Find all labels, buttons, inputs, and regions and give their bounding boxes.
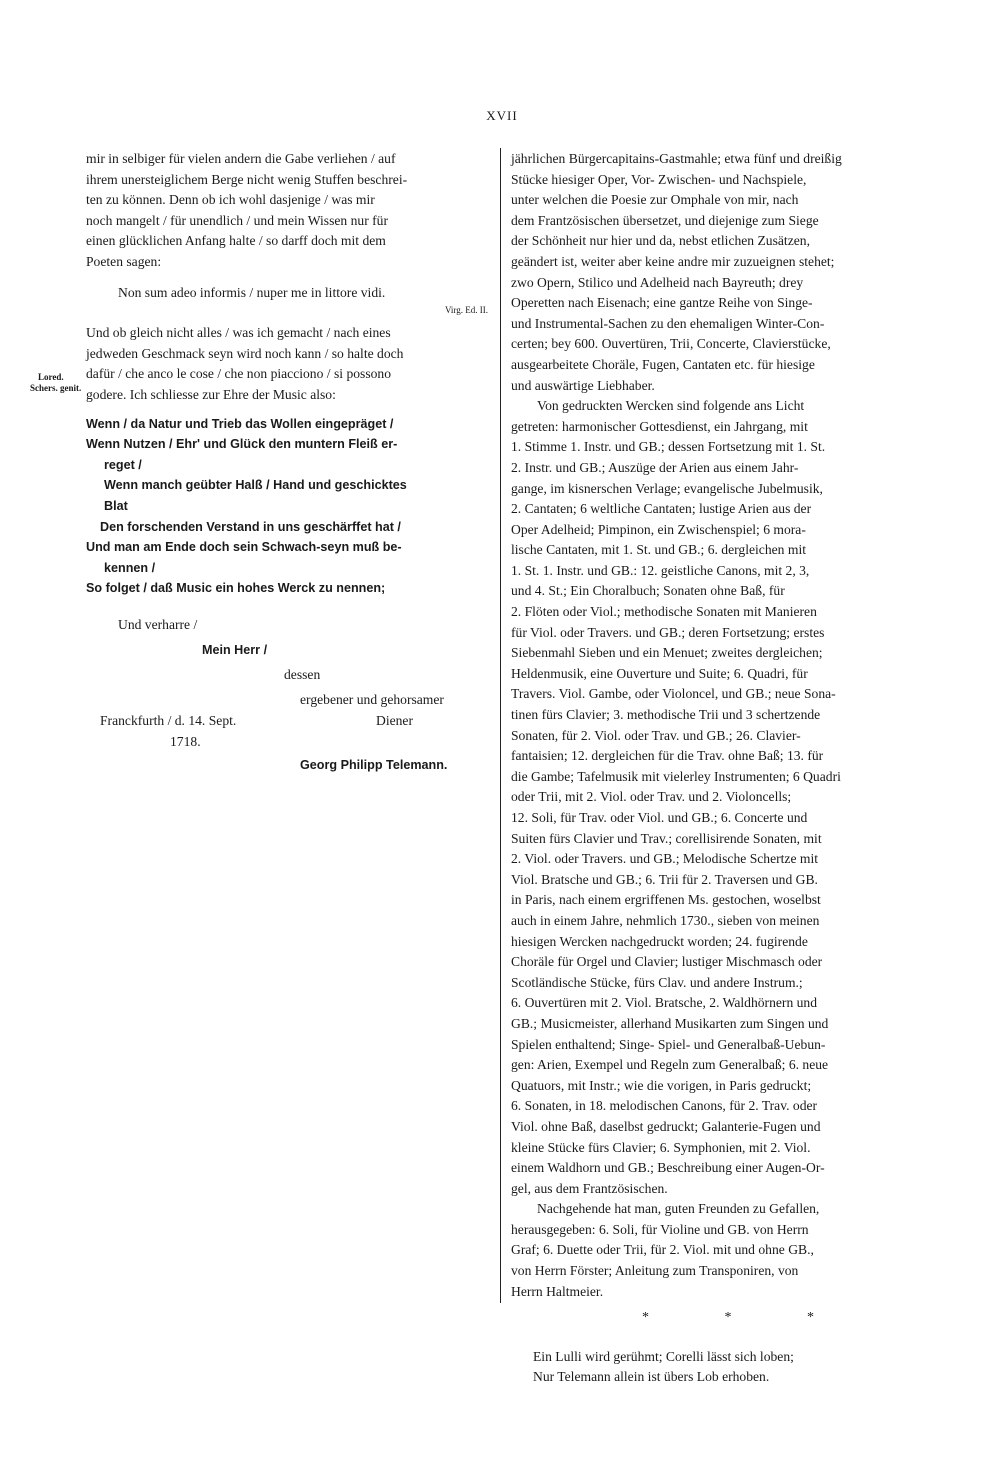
text-line: 2. Flöten oder Viol.; methodische Sonaten mit Manieren xyxy=(511,604,817,620)
epigram-line: Nur Telemann allein ist übers Lob erhoben. xyxy=(533,1369,770,1385)
text-line: einem Waldhorn und GB.; Beschreibung einer Augen-Or- xyxy=(511,1160,825,1176)
text-line: Herrn Haltmeier. xyxy=(511,1283,604,1299)
text-line: Heldenmusik, eine Ouverture und Suite; 6. Quadri, für xyxy=(511,665,808,681)
text-line: dafür / che anco le cose / che non piacciono / si possono xyxy=(86,366,392,382)
poem xyxy=(86,414,492,599)
text-line: GB.; Musicmeister, allerhand Musikarten zum Singen und xyxy=(511,1015,829,1031)
closing-ergebener: ergebener und gehorsamer xyxy=(300,691,444,707)
text-line: Spielen enthaltend; Singe- Spiel- und Generalbaß-Uebun- xyxy=(511,1036,826,1052)
text-line: für Viol. oder Travers. und GB.; deren Fortsetzung; erstes xyxy=(511,624,825,640)
signature: Georg Philipp Telemann. xyxy=(300,757,448,772)
text-line: von Herrn Förster; Anleitung zum Transponiren, von xyxy=(511,1263,799,1279)
text-line: die Gambe; Tafelmusik mit vielerley Instrumenten; 6 Quadri xyxy=(511,768,841,784)
text-line: Quatuors, mit Instr.; wie die vorigen, in Paris gedruckt; xyxy=(511,1077,812,1093)
poem-line: Blat xyxy=(104,498,128,513)
epigram xyxy=(511,1347,921,1388)
text-line: kleine Stücke fürs Clavier; 6. Symphonien, mit 2. Viol. xyxy=(511,1139,811,1155)
text-line: Viol. Bratsche und GB.; 6. Trii für 2. Traversen und GB. xyxy=(511,871,818,887)
closing-year: 1718. xyxy=(170,733,201,749)
text-line: 6. Ouvertüren mit 2. Viol. Bratsche, 2. Waldhörnern und xyxy=(511,995,818,1011)
works-paragraph xyxy=(511,149,921,396)
text-line: godere. Ich schliesse zur Ehre der Music also: xyxy=(86,386,336,402)
text-line: geändert ist, weiter aber keine andre mir zuzueignen stehet; xyxy=(511,253,835,269)
text-line: 1. St. 1. Instr. und GB.: 12. geistliche Canons, mit 2, 3, xyxy=(511,562,810,578)
text-line: 6. Sonaten, in 18. melodischen Canons, für 2. Trav. oder xyxy=(511,1098,818,1114)
text-line: und 4. St.; Ein Choralbuch; Sonaten ohne Baß, für xyxy=(511,583,785,599)
margin-note-line: Schers. genit. xyxy=(30,383,82,393)
margin-note xyxy=(30,372,81,394)
text-line: auch in einem Jahre, nehmlich 1730., sieben von meinen xyxy=(511,912,820,928)
closing-dessen: dessen xyxy=(284,666,321,682)
text-line: Und ob gleich nicht alles / was ich gemacht / nach eines xyxy=(86,325,391,341)
page-number: XVII xyxy=(486,108,518,123)
text-line: dem Frantzösischen übersetzet, und diejenige zum Siege xyxy=(511,212,819,228)
text-line: jedweden Geschmack seyn wird noch kann / so halte doch xyxy=(86,345,404,361)
poem-line: kennen / xyxy=(104,560,156,575)
text-line: ihrem unersteiglichem Berge nicht wenig Stuffen beschrei- xyxy=(86,171,408,187)
printed-works-paragraph xyxy=(511,396,921,1199)
text-line: getreten: harmonischer Gottesdienst, ein Jahrgang, mit xyxy=(511,418,808,434)
text-line: gen: Arien, Exempel und Regeln zum Generalbaß; 6. neue xyxy=(511,1057,829,1073)
text-line: oder Trii, mit 2. Viol. oder Trav. und 2. Violoncells; xyxy=(511,789,792,805)
text-line: Operetten nach Eisenach; eine gantze Reihe von Singe- xyxy=(511,295,813,311)
text-line: 12. Soli, für Trav. oder Viol. und GB.; 6. Concerte und xyxy=(511,810,808,825)
text-line: Stücke hiesiger Oper, Vor- Zwischen- und Nachspiele, xyxy=(511,171,807,187)
poem-line: Wenn manch geübter Halß / Hand und geschicktes xyxy=(104,478,407,493)
text-line: 2. Viol. oder Travers. und GB.; Melodische Schertze mit xyxy=(511,851,819,867)
closing-salutation: Mein Herr / xyxy=(202,642,268,657)
text-line: 1. Stimme 1. Instr. und GB.; dessen Fortsetzung mit 1. St. xyxy=(511,439,826,455)
closing-verharre: Und verharre / xyxy=(118,616,198,632)
text-line: Poeten sagen: xyxy=(86,253,162,269)
latin-quote: Non sum adeo informis / nuper me in littore vidi. xyxy=(118,284,386,300)
text-line: Scotländische Stücke, fürs Clav. und andere Instrum.; xyxy=(511,974,803,990)
text-line: Choräle für Orgel und Clavier; lustiger Mischmasch oder xyxy=(511,954,823,970)
text-line: 2. Instr. und GB.; Auszüge der Arien aus einem Jahr- xyxy=(511,459,799,475)
poem-line: Den forschenden Verstand in uns geschärffet hat / xyxy=(100,519,401,534)
text-line: in Paris, nach einem ergriffenen Ms. gestochen, woselbst xyxy=(511,892,821,908)
text-line: ausgearbeitete Choräle, Fugen, Cantaten etc. für hiesige xyxy=(511,356,815,372)
text-line: Sonaten, für 2. Viol. oder Trav. und GB.; 26. Clavier- xyxy=(511,727,801,743)
poem-line: Wenn Nutzen / Ehr' und Glück den muntern Fleiß er- xyxy=(86,437,398,452)
poem-line: Wenn / da Natur und Trieb das Wollen eingepräget / xyxy=(86,416,394,431)
text-line: noch mangelt / für unendlich / und mein Wissen nur für xyxy=(86,212,388,228)
poem-line: reget / xyxy=(104,457,142,472)
intro-paragraph xyxy=(86,149,492,273)
text-line: tinen fürs Clavier; 3. methodische Trii und 3 schertzende xyxy=(511,707,821,723)
text-line: Viol. ohne Baß, daselbst gedruckt; Galanterie-Fugen und xyxy=(511,1118,821,1134)
text-line: hiesigen Wercken nachgedruckt worden; 24. fugirende xyxy=(511,933,808,949)
text-line: jährlichen Bürgercapitains-Gastmahle; etwa fünf und dreißig xyxy=(511,151,842,166)
friends-paragraph xyxy=(511,1199,921,1302)
text-line: gel, aus dem Frantzösischen. xyxy=(511,1180,668,1196)
text-line: Graf; 6. Duette oder Trii, für 2. Viol. mit und ohne GB., xyxy=(511,1242,814,1258)
quote-source: Virg. Ed. II. xyxy=(444,305,488,316)
text-line: einen glücklichen Anfang halte / so darff doch mit dem xyxy=(86,233,386,249)
text-line: zwo Opern, Stilico und Adelheid nach Bayreuth; drey xyxy=(511,274,804,290)
closing-block xyxy=(86,615,492,772)
margin-note-line: Lored. xyxy=(38,372,64,382)
text-line: Nachgehende hat man, guten Freunden zu Gefallen, xyxy=(537,1201,820,1217)
poem-line: Und man am Ende doch sein Schwach-seyn muß be- xyxy=(86,540,402,555)
text-line: der Schönheit nur hier und da, nebst etlichen Zusätzen, xyxy=(511,233,810,249)
text-line: unter welchen die Poesie zur Omphale von mir, nach xyxy=(511,192,799,208)
text-line: Oper Adelheid; Pimpinon, ein Zwischenspiel; 6 mora- xyxy=(511,521,806,537)
section-stars: * * * xyxy=(642,1310,850,1326)
epigram-line: Ein Lulli wird gerühmt; Corelli lässt sich loben; xyxy=(533,1348,794,1364)
text-line: herausgegeben: 6. Soli, für Violine und GB. von Herrn xyxy=(511,1221,809,1237)
text-line: Suiten fürs Clavier und Trav.; corellisirende Sonaten, mit xyxy=(511,830,822,846)
closing-place-date: Franckfurth / d. 14. Sept. xyxy=(100,712,237,728)
second-paragraph xyxy=(86,323,492,405)
column-divider xyxy=(500,148,501,1303)
text-line: mir in selbiger für vielen andern die Gabe verliehen / auf xyxy=(86,151,396,166)
text-line: gange, im kisnerschen Verlage; evangelische Jubelmusik, xyxy=(511,480,823,496)
text-line: und auswärtige Liebhaber. xyxy=(511,377,655,393)
text-line: ten zu können. Denn ob ich wohl dasjenige / was mir xyxy=(86,192,375,208)
text-line: Siebenmahl Sieben und ein Menuet; zweites dergleichen; xyxy=(511,645,823,661)
text-line: fantaisien; 12. dergleichen für die Trav. ohne Baß; 13. für xyxy=(511,748,824,764)
closing-diener: Diener xyxy=(376,712,413,728)
text-line: Von gedruckten Wercken sind folgende ans Licht xyxy=(537,398,805,414)
left-column xyxy=(86,149,492,772)
text-line: und Instrumental-Sachen zu den ehemaligen Winter-Con- xyxy=(511,315,825,331)
text-line: certen; bey 600. Ouvertüren, Trii, Concerte, Clavierstücke, xyxy=(511,336,831,352)
text-line: Travers. Viol. Gambe, oder Violoncel, und GB.; neue Sona- xyxy=(511,686,836,702)
text-line: lische Cantaten, mit 1. St. und GB.; 6. dergleichen mit xyxy=(511,542,806,558)
text-line: 2. Cantaten; 6 weltliche Cantaten; lustige Arien aus der xyxy=(511,501,812,517)
poem-line: So folget / daß Music ein hohes Werck zu nennen; xyxy=(86,581,386,596)
right-column xyxy=(511,149,921,1388)
